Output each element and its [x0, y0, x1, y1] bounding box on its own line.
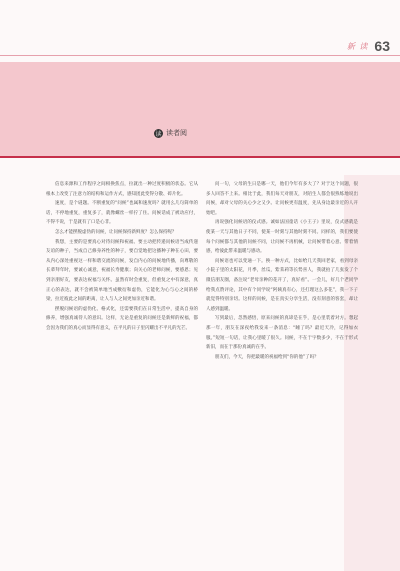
- guide-badge-icon: 读: [155, 130, 162, 138]
- paragraph: 摆脱问候语的虚伪化、格式化，还需要我们在日常生活中，提高自身的修养，增强真诚待人的意识。这样，无论是重复的问候还是新鲜的祝福，都会因为我们的真心而显得有意义，在平凡的日子里闪耀出不平凡的光芒。: [46, 306, 198, 331]
- paragraph: 怎么才能摆脱虚伪的问候，让问候保持新鲜度？怎么保持呢？: [55, 229, 177, 235]
- paragraph: 朋友们，今天，你把最暖的祝福给到“你的他”了吗？: [215, 354, 319, 360]
- reading-guide-tag: [154, 128, 187, 138]
- title-band-border: [0, 156, 400, 158]
- paragraph: 信息来源和工作程序之间相换焦点，拉就出一种过度积极的状态。它从根本上改变了注意力的结构和运作方式，感知团此变得分散、碎片化。: [46, 182, 198, 197]
- title-band: [0, 62, 400, 156]
- paragraph: 速度，是个谜题。不断重复的“问候”也属和速度吗？就用么几句简单的话，不停地重复，重复多了，就像螺丝一样拧了住。问候话成了被动应付，不得不说，于是就有了口是心非。: [46, 201, 198, 226]
- left-column: [46, 180, 198, 334]
- header-rule: [0, 55, 400, 56]
- paragraph: 问候语也可以变通一下。换一种方式，比如给几天我回老家，看到母亲小院子里的太阳花，月季，丝瓜，紫茉莉等长势喜人，我就拍了几张发了个微信朋友圈，备注说“老母亲种的花开了，真好看”。一会儿，好几个老同学给我点赞评论，其中有个同学说“阿姨真有心，还打理这么多花”，我一下子就觉得特别亲切。这样的问候，是在真实分享生活，没有刻意的客套，却让人感到温暖。: [206, 258, 358, 312]
- guide-label: 读者阅: [166, 129, 187, 137]
- right-column: [206, 180, 358, 362]
- paragraph: 问一句，父母的生日是哪一天，他们今年有多大了？对于这个问题，很多人回答不上来。相比于此，我们每天对朋友，对陌生人都会很熟练地说出问候，却对父母的关心少之又少。让问候更有温度，先从身边最亲近的人开始吧。: [206, 182, 358, 216]
- section-title: 新 读: [346, 41, 369, 51]
- paragraph: 再说强化问候语的仪式感。诚如法国童话《小王子》里说，仪式感就是使某一天与其他日子不同，使某一时刻与其他时刻不同。同样的，我们要使每个问候都与其他的问候不同，让问候不再机械，让问候带着心意、带着情感，给彼此带来温暖与感动。: [206, 220, 358, 255]
- page-header: [347, 38, 390, 54]
- paragraph: 写到最后，忽然感悟，原来问候的真谛是在乎，是心里装着对方。想起那一年，朋友在深夜给我发来一条消息：“睡了吗？最近天冷，记得加衣服。”短短一句话，让我心里暖了很久。问候，不在于字数多少，不在于形式新旧，而在于那份真诚的在乎。: [206, 316, 358, 351]
- page-number: 63: [374, 38, 390, 54]
- paragraph: 我想，主要的是要真心对待问候和祝福。要主动把传递问候语当成传递友谊的种子，当成自己修身养性的种子，要自觉地把这播种子种在心田，要从内心深处重视这一样和谐交流的问候，发自内心的问候地传播，向尊敬的长辈拜年时，要诚心诚意，祝福长寿健康；向关心的老师问候，要感恩；见到亲朋好友，要表达祝福与关怀。虽然有时会重复，但重复之中有深意，真正心的表达，就不会被简单地当成敷衍和虚伪，它能化为心与心之间的桥梁，拉近彼此之间的距离，让人与人之间更加亲近和谐。: [46, 239, 198, 303]
